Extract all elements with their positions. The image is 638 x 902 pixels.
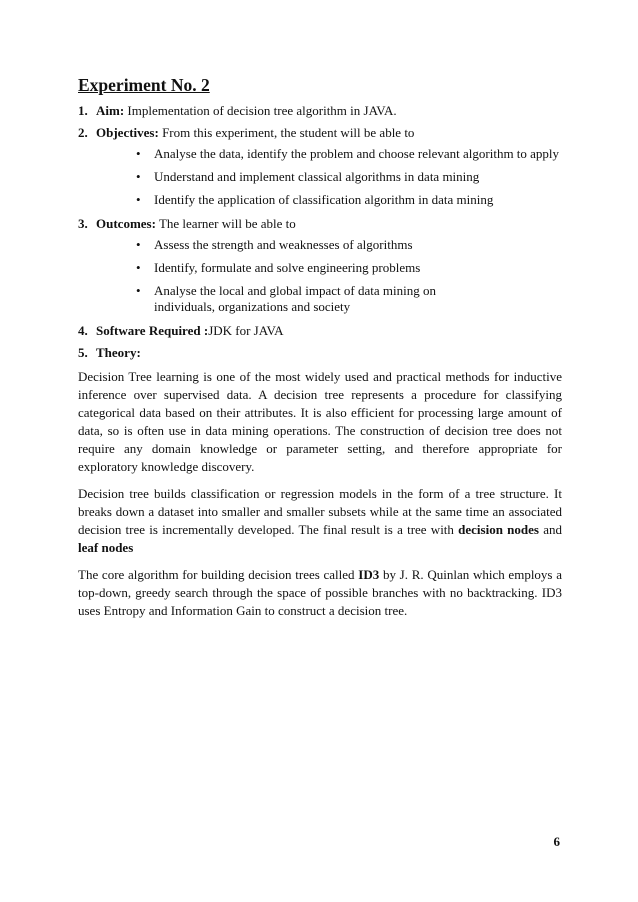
paragraph-text: Decision tree builds classification or regression models in the form of a tree structure. It breaks down a dataset into smaller and smaller subsets while at the same time an associated decision tree is incrementally developed. The final result is a tree with [78, 486, 562, 537]
objectives-list [78, 146, 562, 208]
list-item-text: Identify the application of classification algorithm in data mining [154, 192, 494, 207]
bold-term-decision-nodes: decision nodes [458, 522, 539, 537]
theory-paragraph-1: Decision Tree learning is one of the most widely used and practical methods for inductive inference over supervised data. A decision tree represents a procedure for classifying categorical data based on their attributes. It is also efficient for processing large amount of data, so is often use in data mining operations. The construction of decision tree does not require any domain knowledge or parameter setting, and therefore appropriate for exploratory knowledge discovery. [78, 369, 562, 474]
list-item [136, 146, 562, 162]
bold-term-leaf-nodes: leaf nodes [78, 540, 134, 555]
paragraph-text: by J. R. Quinlan which employs a top-down, greedy search through the space of possible branches with no backtracking. ID3 uses Entropy and Information Gain to construct a decision tree. [78, 567, 562, 618]
outcomes-number: 3. [78, 216, 88, 231]
software-number: 4. [78, 323, 88, 338]
theory-number: 5. [78, 345, 88, 360]
bold-term-id3: ID3 [358, 567, 380, 582]
bullet-icon: • [136, 283, 141, 298]
theory-paragraph-2 [78, 485, 562, 557]
paragraph-text: and [538, 522, 562, 537]
bullet-icon: • [136, 260, 141, 275]
aim-text: Implementation of decision tree algorithm in JAVA. [124, 103, 397, 118]
page-content [78, 74, 562, 620]
list-item-text: Analyse the data, identify the problem and choose relevant algorithm to apply [154, 146, 560, 161]
list-item [136, 260, 562, 276]
page-title: Experiment No. 2 [78, 75, 210, 95]
outcomes-item [78, 215, 562, 233]
theory-label: Theory: [96, 345, 141, 360]
outcomes-list [78, 237, 562, 315]
list-item [136, 169, 562, 185]
software-text: JDK for JAVA [208, 323, 284, 338]
objectives-label: Objectives: [96, 125, 159, 140]
objectives-item [78, 124, 562, 142]
objectives-number: 2. [78, 125, 88, 140]
list-item [136, 237, 562, 253]
bullet-icon: • [136, 192, 141, 207]
software-label: Software Required : [96, 323, 209, 338]
aim-item [78, 102, 562, 120]
paragraph-text: The core algorithm for building decision trees called [78, 567, 359, 582]
list-item [136, 283, 562, 315]
page-number: 6 [553, 834, 560, 849]
aim-label: Aim: [96, 103, 125, 118]
outcomes-label: Outcomes: [96, 216, 156, 231]
list-item-text: Analyse the local and global impact of data mining on individuals, organizations and society [154, 283, 436, 314]
theory-paragraph-3 [78, 566, 562, 620]
software-item [78, 322, 562, 340]
bullet-icon: • [136, 169, 141, 184]
bullet-icon: • [136, 237, 141, 252]
outcomes-text: The learner will be able to [155, 216, 296, 231]
objectives-text: From this experiment, the student will be able to [158, 125, 415, 140]
aim-number: 1. [78, 103, 88, 118]
bullet-icon: • [136, 146, 141, 161]
theory-item [78, 344, 562, 362]
list-item-text: Identify, formulate and solve engineering problems [154, 260, 421, 275]
list-item [136, 192, 562, 208]
list-item-text: Understand and implement classical algorithms in data mining [154, 169, 480, 184]
list-item-text: Assess the strength and weaknesses of algorithms [154, 237, 413, 252]
